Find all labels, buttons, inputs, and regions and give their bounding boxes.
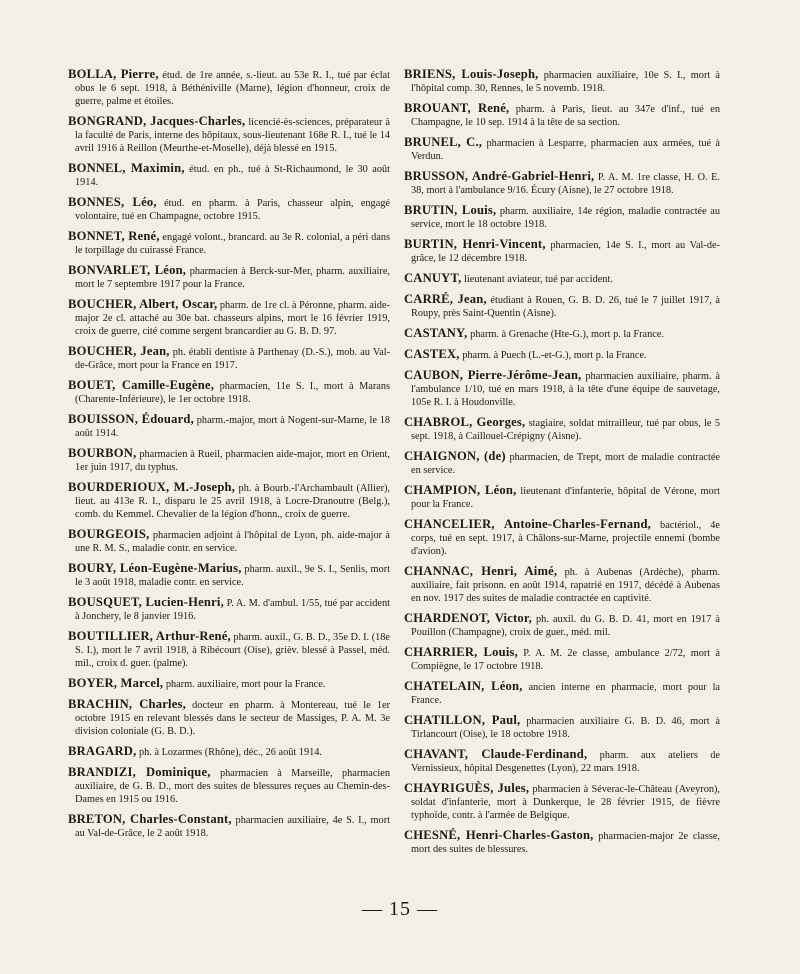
list-item <box>404 170 720 197</box>
entry-name: BRAGARD, <box>68 744 137 758</box>
list-item <box>404 518 720 558</box>
entry-text: ph. à Bourb.-l'Archambault (Allier), lieut. au 413e R. I., disparu le 25 avril 1918, à Locre-Dranoutre (Belg.), comb. du Kemmel. Chevalier de la légion d'honn., croix de guerre. <box>75 483 390 520</box>
entry-name: BOURBON, <box>68 446 137 460</box>
list-item <box>404 102 720 129</box>
entry-text: pharm. à Grenache (Hte-G.), mort p. la France. <box>467 329 664 340</box>
list-item <box>68 745 390 759</box>
list-item <box>404 136 720 163</box>
entry-text: pharmacien auxiliaire G. B. D. 46, mort à Tirlancourt (Oise), le 18 octobre 1918. <box>411 716 720 740</box>
list-item <box>68 379 390 406</box>
entry-name: BRUTIN, Louis, <box>404 203 497 217</box>
entry-name: BRANDIZI, Dominique, <box>68 765 211 779</box>
entry-text: lieutenant aviateur, tué par accident. <box>461 274 613 285</box>
entry-text: engagé volont., brancard. au 3e R. colonial, a péri dans le torpillage du cuirassé France. <box>75 232 390 256</box>
list-item <box>68 230 390 257</box>
list-item <box>68 596 390 623</box>
list-item <box>68 115 390 155</box>
entry-name: CASTANY, <box>404 326 468 340</box>
entry-name: CHARDENOT, Victor, <box>404 611 532 625</box>
entry-text: pharmacien, de Trept, mort de maladie contractée en service. <box>411 452 720 476</box>
entry-name: BONVARLET, Léon, <box>68 263 187 277</box>
list-item <box>404 782 720 822</box>
list-item <box>68 298 390 338</box>
entry-name: BOUCHER, Jean, <box>68 344 170 358</box>
entry-name: BOUCHER, Albert, Oscar, <box>68 297 218 311</box>
list-item <box>68 698 390 738</box>
entry-name: BRUSSON, André-Gabriel-Henri, <box>404 169 595 183</box>
list-item <box>68 562 390 589</box>
entry-text: pharmacien auxiliaire, 10e S. I., mort à l'hôpital comp. 30, Rennes, le 5 novemb. 1918. <box>411 70 720 94</box>
entry-name: CHAIGNON, (de) <box>404 449 506 463</box>
entry-text: pharmacien auxiliaire, 4e S. I., mort au Val-de-Grâce, le 2 août 1918. <box>75 815 390 839</box>
list-item <box>68 345 390 372</box>
entry-name: BRACHIN, Charles, <box>68 697 186 711</box>
entry-name: BURTIN, Henri-Vincent, <box>404 237 546 251</box>
entry-name: CHANNAC, Henri, Aimé, <box>404 564 558 578</box>
entry-name: BONNES, Léo, <box>68 195 157 209</box>
entry-name: BOLLA, Pierre, <box>68 67 159 81</box>
entry-text: lieutenant d'infanterie, hôpital de Vérone, mort pour la France. <box>411 486 720 510</box>
entry-text: P. A. M. 1re classe, H. O. E. 38, mort à l'ambulance 9/16. Écury (Aisne), le 27 octobre 1918. <box>411 172 720 196</box>
entry-text: pharmacien à Séverac-le-Château (Aveyron), soldat d'infanterie, mort à Dunkerque, le 28 février 1915, de fièvre typhoïde, contr. à l'armée de Belgique. <box>411 784 720 821</box>
entry-text: pharmacien, 11e S. I., mort à Marans (Charente-Inférieure), le 1er octobre 1918. <box>75 381 390 405</box>
list-item <box>404 272 720 286</box>
list-item <box>68 162 390 189</box>
list-item <box>404 829 720 856</box>
entry-name: CHABROL, Georges, <box>404 415 526 429</box>
entry-text: pharm. auxiliaire, 14e région, maladie contractée au service, mort le 18 octobre 1918. <box>411 206 720 230</box>
entry-text: étud. de 1re année, s.-lieut. au 53e R. I., tué par éclat obus le 6 sept. 1918, à Béthéniville (Marne), légion d'honneur, croix de guerre, palme et étoiles. <box>75 70 390 107</box>
list-item <box>68 528 390 555</box>
list-item <box>68 196 390 223</box>
list-item <box>404 565 720 605</box>
entry-text: docteur en pharm. à Montereau, tué le 1er octobre 1915 en relevant blessés dans le secteur de Massiges, P. A. M. 3e division coloniale (G. B. D.). <box>75 700 390 737</box>
entry-name: CHARRIER, Louis, <box>404 645 518 659</box>
entry-text: pharm. à Paris, lieut. au 347e d'inf., tué en Champagne, le 10 sep. 1914 à la tête de sa section. <box>411 104 720 128</box>
list-item <box>404 646 720 673</box>
entry-text: étud. en ph., tué à St-Richaumond, le 30 août 1914. <box>75 164 390 188</box>
entry-name: BROUANT, René, <box>404 101 510 115</box>
list-item <box>404 238 720 265</box>
page-number: — 15 — <box>362 898 438 920</box>
list-item <box>404 327 720 341</box>
entry-name: CARRÉ, Jean, <box>404 292 487 306</box>
list-item <box>404 416 720 443</box>
entry-name: BONNET, René, <box>68 229 160 243</box>
list-item <box>404 369 720 409</box>
list-item <box>404 293 720 320</box>
entry-text: pharm. de 1re cl. à Péronne, pharm. aide-major 2e cl. attaché au 30e bat. chasseurs alpins, mort le 16 février 1919, croix de guerre, cité comme sergent brancardier au G. B. D. 97. <box>75 300 391 337</box>
entry-name: CHANCELIER, Antoine-Charles-Fernand, <box>404 517 652 531</box>
entry-text: P. A. M. d'ambul. 1/55, tué par accident à Jonchery, le 8 janvier 1916. <box>75 598 390 622</box>
entry-name: BRUNEL, C., <box>404 135 483 149</box>
entry-text: pharmacien à Rueil, pharmacien aide-major, mort en Orient, 1er juin 1917, du typhus. <box>75 449 390 473</box>
list-item <box>404 204 720 231</box>
entry-name: BOUET, Camille-Eugène, <box>68 378 215 392</box>
entry-text: licencié-ès-sciences, préparateur à la faculté de Paris, interne des hôpitaux, sous-lieutenant 168e R. I., tué le 14 avril 1916 à Reillon (Meurthe-et-Moselle), déjà blessé en 1915. <box>75 117 391 154</box>
list-item <box>68 813 390 840</box>
entry-text: bactériol., 4e corps, tué en sept. 1917, à Châlons-sur-Marne, projectile ennemi (bombe d'avion). <box>411 520 720 557</box>
entry-text: pharmacien-major 2e classe, mort des suites de blessures. <box>411 831 720 855</box>
entry-text: pharmacien à Marseille, pharmacien auxiliaire, de G. B. D., mort des suites de blessures reçues au Chemin-des-Dames en 1915 ou 1916. <box>75 768 390 805</box>
entry-name: BOUSQUET, Lucien-Henri, <box>68 595 224 609</box>
list-item <box>68 264 390 291</box>
entry-text: pharm. auxiliaire, mort pour la France. <box>163 679 326 690</box>
list-item <box>68 677 390 691</box>
entry-text: pharm. auxil., 9e S. I., Senlis, mort le 3 août 1918, maladie contr. en service. <box>75 564 391 588</box>
entry-text: pharmacien à Lesparre, pharmacien aux armées, tué à Verdun. <box>411 138 720 162</box>
entry-name: BRETON, Charles-Constant, <box>68 812 232 826</box>
entry-name: BOYER, Marcel, <box>68 676 164 690</box>
right-column <box>404 68 720 863</box>
list-item <box>68 413 390 440</box>
entry-name: CANUYT, <box>404 271 462 285</box>
list-item <box>68 447 390 474</box>
entry-name: BONGRAND, Jacques-Charles, <box>68 114 246 128</box>
entry-name: CAUBON, Pierre-Jérôme-Jean, <box>404 368 582 382</box>
list-item <box>404 680 720 707</box>
entry-name: CHESNÉ, Henri-Charles-Gaston, <box>404 828 594 842</box>
entry-name: BONNEL, Maximin, <box>68 161 185 175</box>
entry-text: pharmacien, 14e S. I., mort au Val-de-grâce, le 12 décembre 1918. <box>411 240 720 264</box>
entry-name: CASTEX, <box>404 347 460 361</box>
entry-text: ph. à Lozarmes (Rhône), déc., 26 août 1914. <box>136 747 322 758</box>
entry-text: pharmacien auxiliaire, pharm. à l'ambulance 1/10, tué en mars 1918, à la tête d'une équipe de sauvetage, 105e R. I. à Houdonville. <box>411 371 721 408</box>
list-item <box>404 68 720 95</box>
list-item <box>404 450 720 477</box>
entry-name: CHATILLON, Paul, <box>404 713 521 727</box>
list-item <box>68 630 390 670</box>
entry-text: P. A. M. 2e classe, ambulance 2/72, mort à Compiègne, le 17 octobre 1918. <box>411 648 720 672</box>
entry-name: CHAVANT, Claude-Ferdinand, <box>404 747 588 761</box>
list-item <box>68 68 390 108</box>
entry-name: CHAMPION, Léon, <box>404 483 517 497</box>
entry-name: BOURY, Léon-Eugène-Marius, <box>68 561 242 575</box>
entry-name: CHATELAIN, Léon, <box>404 679 523 693</box>
entry-text: pharmacien adjoint à l'hôpital de Lyon, ph. aide-major à une R. M. S., maladie contr. en service. <box>75 530 390 554</box>
list-item <box>404 748 720 775</box>
entry-text: ph. auxil. du G. B. D. 41, mort en 1917 à Pouillon (Champagne), croix de guer., méd. mil. <box>411 614 721 638</box>
entry-text: étudiant à Rouen, G. B. D. 26, tué le 7 juillet 1917, à Roupy, près Saint-Quentin (Aisne). <box>411 295 721 319</box>
entry-text: pharm. auxil., G. B. D., 35e D. I. (18e S. I.), mort le 7 avril 1918, à Ribécourt (Oise), grièv. blessé à Passel, méd. mil., croix d. guer. (palme). <box>75 632 390 669</box>
entry-text: ancien interne en pharmacie, mort pour la France. <box>411 682 720 706</box>
list-item <box>404 348 720 362</box>
list-item <box>68 766 390 806</box>
entry-name: CHAYRIGUÈS, Jules, <box>404 781 530 795</box>
entry-name: BOURGEOIS, <box>68 527 150 541</box>
entry-text: pharmacien à Berck-sur-Mer, pharm. auxiliaire, mort le 7 septembre 1917 pour la France. <box>75 266 390 290</box>
entry-name: BRIENS, Louis-Joseph, <box>404 67 539 81</box>
entry-text: pharm. aux ateliers de Vernissieux, hôpital Desgenettes (Lyon), 22 mars 1918. <box>411 750 721 774</box>
entry-text: ph. établi dentiste à Parthenay (D.-S.), mob. au Val-de-Grâce, mort pour la France en 1917. <box>75 347 390 371</box>
entry-text: ph. à Aubenas (Ardèche), pharm. auxiliaire, fait prisonn. en août 1914, rapatrié en 1917, décédé à Aubenas en nov. 1917 des suites de maladie contractée en captivité. <box>411 567 720 604</box>
list-item <box>404 612 720 639</box>
entry-text: étud. en pharm. à Paris, chasseur alpin, engagé volontaire, tué en Champagne, octobre 1915. <box>75 198 390 222</box>
entry-text: pharm. à Puech (L.-et-G.), mort p. la France. <box>459 350 647 361</box>
left-column <box>68 68 390 847</box>
entry-text: pharm.-major, mort à Nogent-sur-Marne, le 18 août 1914. <box>75 415 390 439</box>
entry-name: BOURDERIOUX, M.-Joseph, <box>68 480 236 494</box>
entry-name: BOUTILLIER, Arthur-René, <box>68 629 231 643</box>
list-item <box>68 481 390 521</box>
entry-text: stagiaire, soldat mitrailleur, tué par obus, le 5 sept. 1918, à Caillouel-Crépigny (Aisne). <box>411 418 720 442</box>
list-item <box>404 714 720 741</box>
list-item <box>404 484 720 511</box>
entry-name: BOUISSON, Édouard, <box>68 412 194 426</box>
